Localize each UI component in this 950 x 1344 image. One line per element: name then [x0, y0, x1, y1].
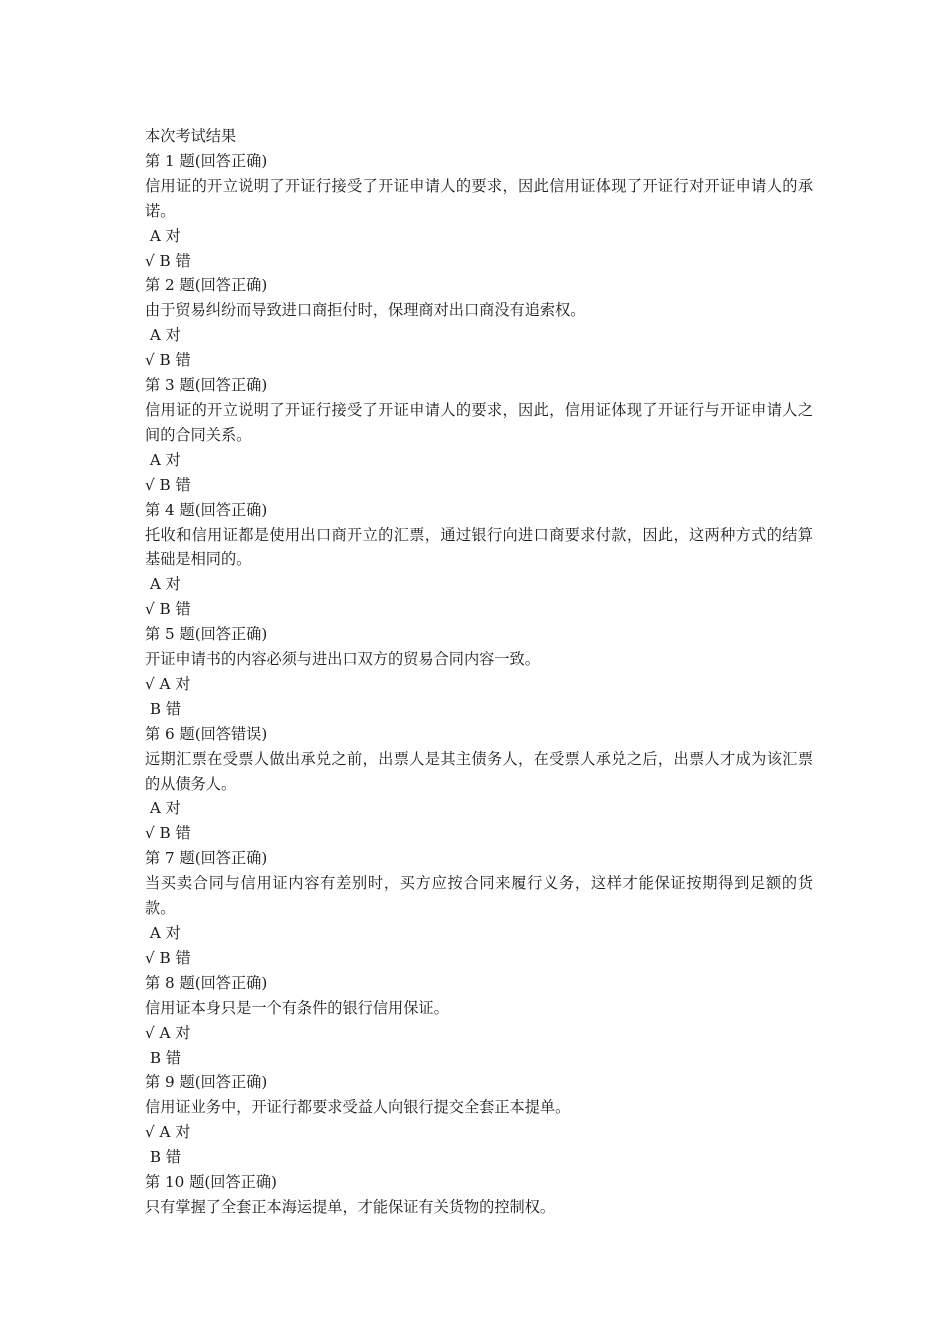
- question-text: 信用证业务中，开证行都要求受益人向银行提交全套正本提单。: [145, 1098, 571, 1117]
- page-title: 本次考试结果: [145, 127, 237, 145]
- question-block: [145, 1070, 813, 1170]
- exam-result-document: [145, 124, 813, 1220]
- question-block: [145, 373, 813, 498]
- question-text: 信用证的开立说明了开证行接受了开证申请人的要求，因此，信用证体现了开证行与开证申请人之间的合同关系。: [145, 400, 813, 444]
- answer-option: A 对: [145, 450, 181, 469]
- answer-option: √ B 错: [145, 824, 191, 843]
- question-header: 第 9 题(回答正确): [145, 1073, 268, 1092]
- question-text: 远期汇票在受票人做出承兑之前，出票人是其主债务人，在受票人承兑之后，出票人才成为该汇票的从债务人。: [145, 749, 813, 793]
- answer-option: B 错: [145, 1048, 182, 1067]
- question-block: [145, 722, 813, 847]
- question-text: 开证申请书的内容必须与进出口双方的贸易合同内容一致。: [145, 650, 540, 669]
- question-text: 当买卖合同与信用证内容有差别时，买方应按合同来履行义务，这样才能保证按期得到足额的货款。: [145, 874, 813, 918]
- question-block: [145, 1170, 813, 1220]
- question-block: [145, 273, 813, 373]
- answer-option: √ A 对: [145, 1123, 191, 1142]
- question-text: 信用证的开立说明了开证行接受了开证申请人的要求，因此信用证体现了开证行对开证申请人的承诺。: [145, 176, 813, 220]
- answer-option: √ B 错: [145, 475, 191, 494]
- answer-option: √ B 错: [145, 251, 191, 270]
- answer-option: A 对: [145, 799, 181, 818]
- question-header: 第 10 题(回答正确): [145, 1173, 277, 1192]
- question-header: 第 6 题(回答错误): [145, 724, 268, 743]
- answer-option: √ B 错: [145, 948, 191, 967]
- answer-option: √ B 错: [145, 600, 191, 619]
- answer-option: B 错: [145, 699, 182, 718]
- question-header: 第 7 题(回答正确): [145, 849, 268, 868]
- question-list: [145, 149, 813, 1220]
- answer-option: A 对: [145, 575, 181, 594]
- question-header: 第 1 题(回答正确): [145, 151, 268, 170]
- question-block: [145, 846, 813, 971]
- question-text: 信用证本身只是一个有条件的银行信用保证。: [145, 998, 449, 1017]
- question-text: 托收和信用证都是使用出口商开立的汇票，通过银行向进口商要求付款，因此，这两种方式的结算基础是相同的。: [145, 525, 813, 569]
- question-block: [145, 622, 813, 722]
- answer-option: A 对: [145, 924, 181, 942]
- question-header: 第 4 题(回答正确): [145, 500, 268, 519]
- answer-option: B 错: [145, 1148, 182, 1167]
- question-header: 第 5 题(回答正确): [145, 625, 268, 644]
- answer-option: √ B 错: [145, 351, 191, 370]
- answer-option: √ A 对: [145, 674, 191, 693]
- answer-option: √ A 对: [145, 1023, 191, 1042]
- question-block: [145, 149, 813, 274]
- question-text: 只有掌握了全套正本海运提单，才能保证有关货物的控制权。: [145, 1197, 556, 1216]
- question-header: 第 8 题(回答正确): [145, 973, 268, 992]
- answer-option: A 对: [145, 226, 181, 245]
- question-block: [145, 498, 813, 623]
- question-header: 第 2 题(回答正确): [145, 276, 268, 295]
- question-text: 由于贸易纠纷而导致进口商拒付时，保理商对出口商没有追索权。: [145, 301, 586, 320]
- answer-option: A 对: [145, 326, 181, 345]
- question-block: [145, 971, 813, 1071]
- question-header: 第 3 题(回答正确): [145, 376, 268, 395]
